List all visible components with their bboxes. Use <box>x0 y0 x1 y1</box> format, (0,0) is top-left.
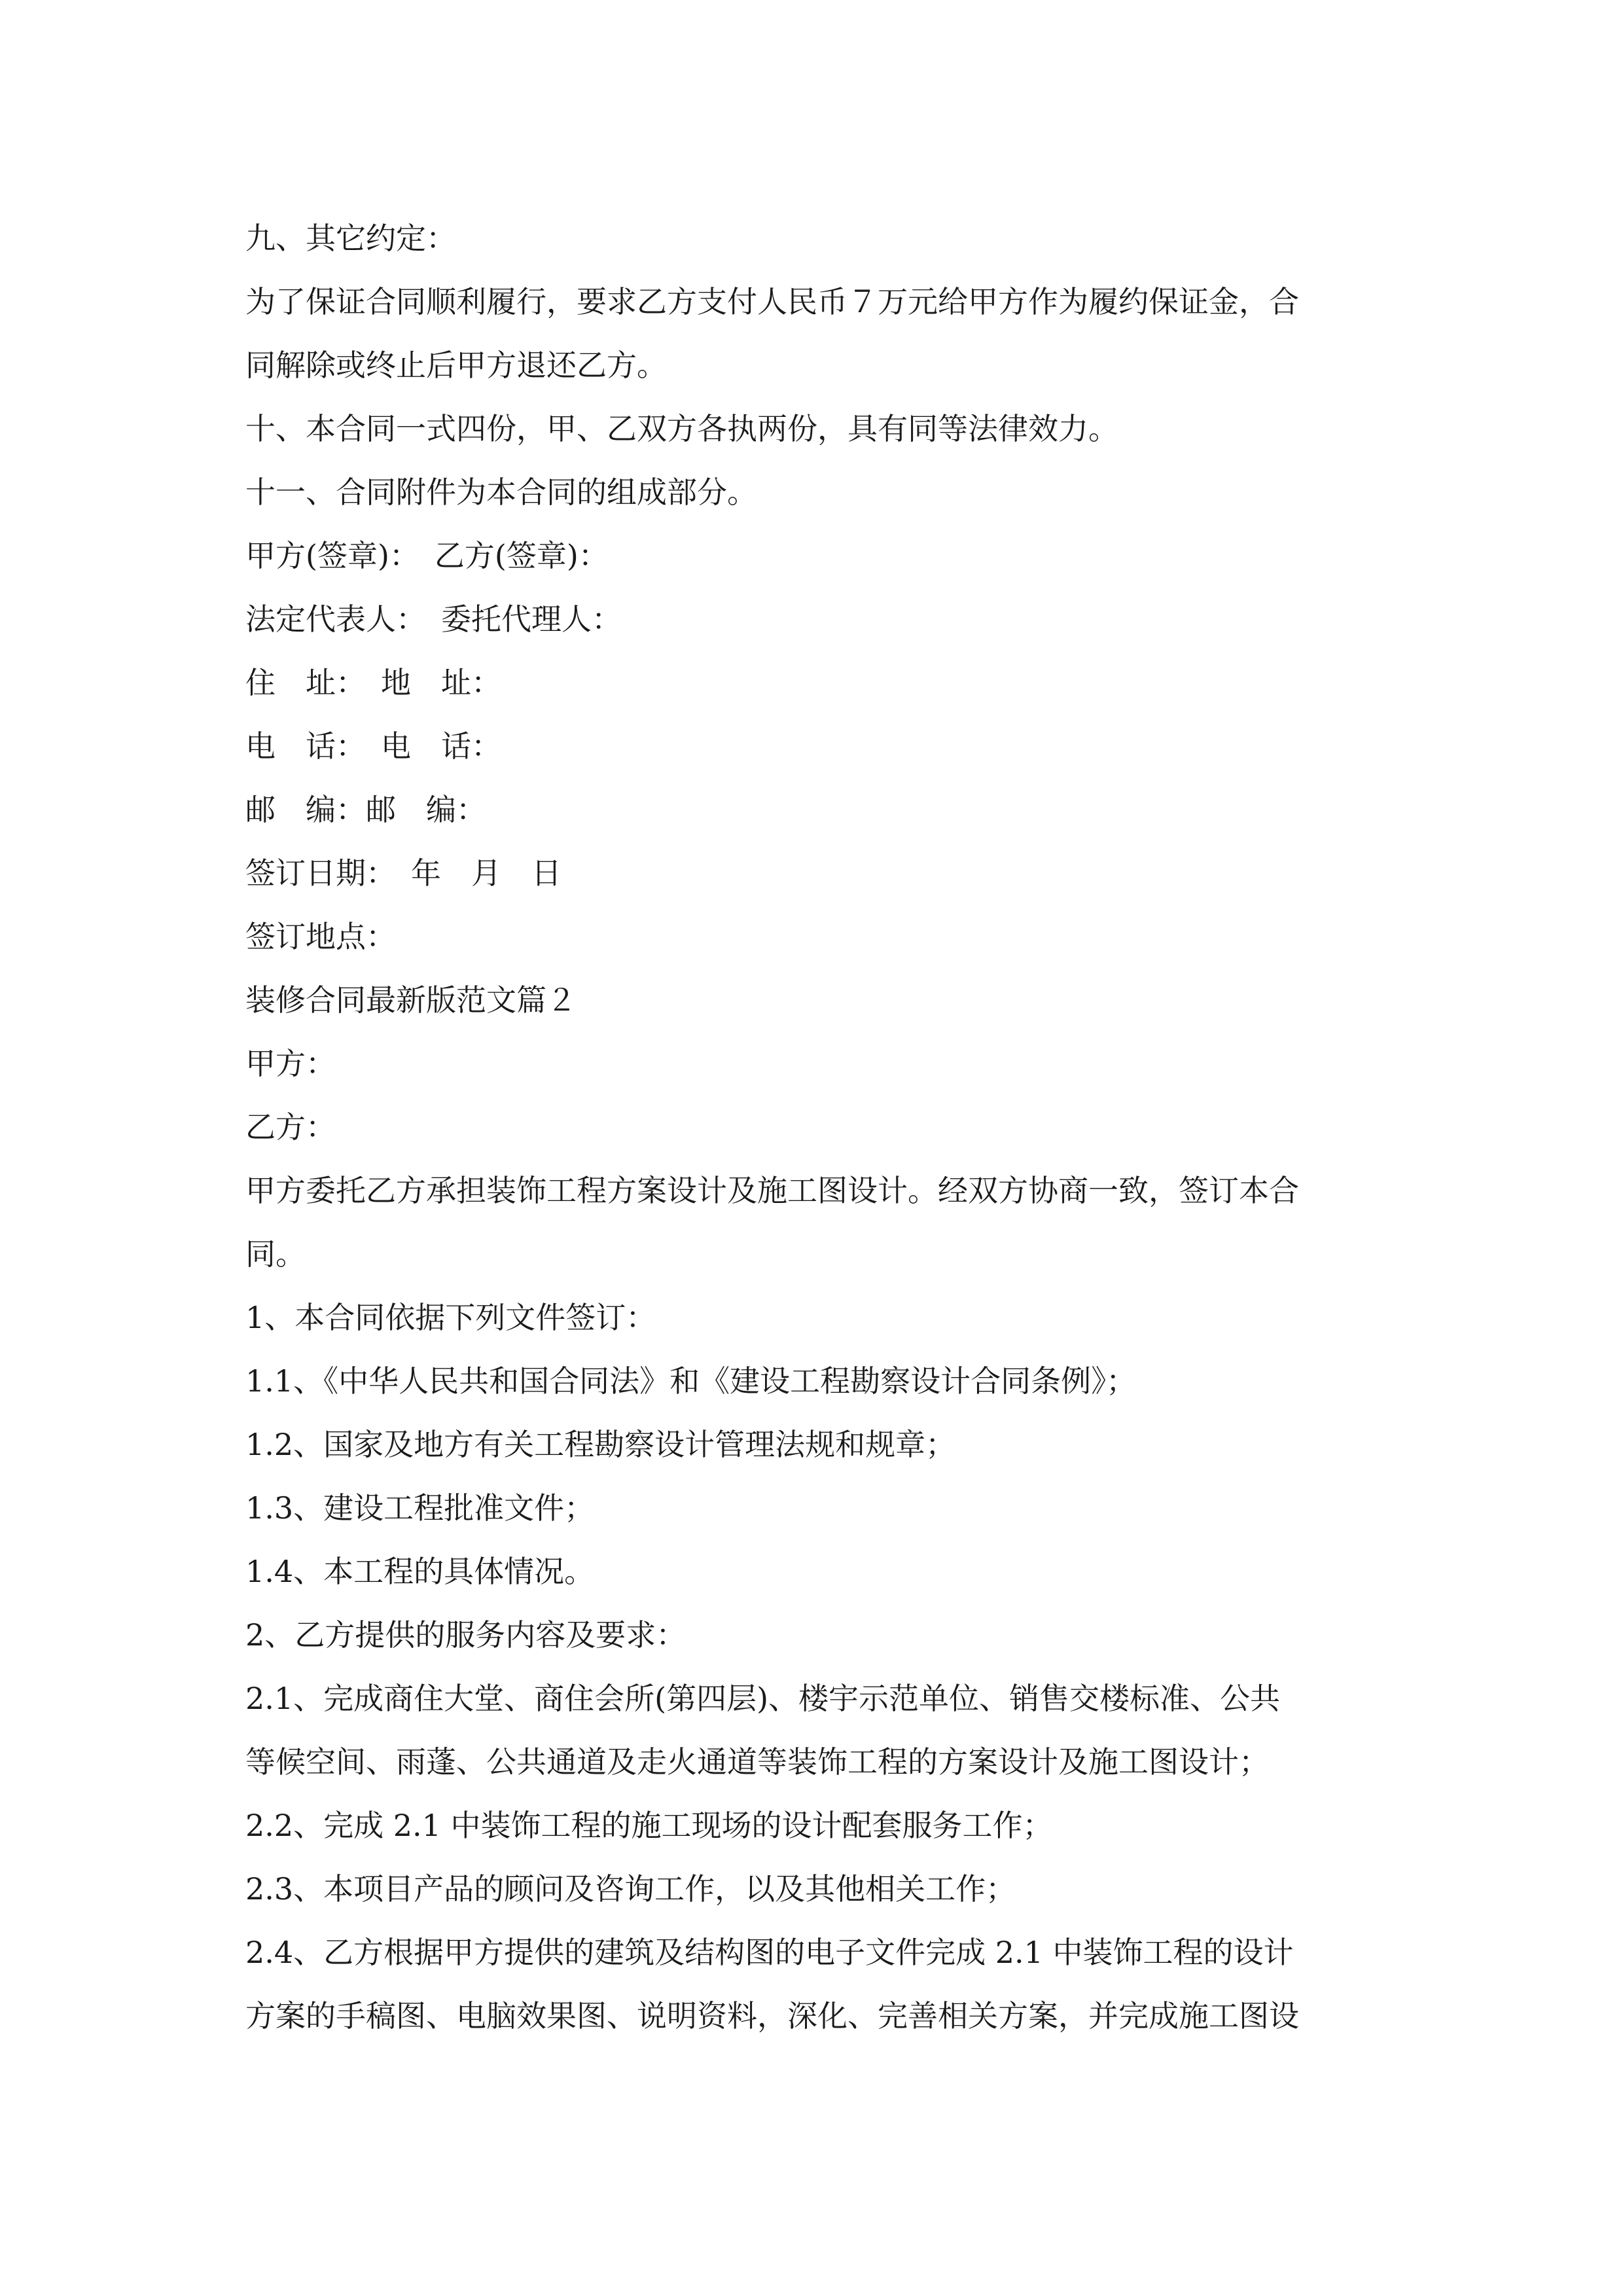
party-a-line: 甲方： <box>245 1046 336 1081</box>
phone-line: 电 话： 电 话： <box>245 728 501 764</box>
clause-item: 2.2、完成 2.1 中装饰工程的施工现场的设计配套服务工作； <box>245 1808 1053 1843</box>
signing-place-line: 签订地点： <box>245 919 396 954</box>
clause-attachments: 十一、合同附件为本合同的组成部分。 <box>245 475 757 510</box>
clause-item: 2.1、完成商住大堂、商住会所(第四层)、楼宇示范单位、销售交楼标准、公共 <box>245 1681 1281 1716</box>
paragraph-line: 同解除或终止后甲方退还乙方。 <box>245 348 667 383</box>
legal-representative-line: 法定代表人： 委托代理人： <box>245 601 622 637</box>
clause-item: 2.3、本项目产品的顾问及咨询工作，以及其他相关工作； <box>245 1871 1016 1907</box>
clause-item-continued: 等候空间、雨蓬、公共通道及走火通道等装饰工程的方案设计及施工图设计； <box>245 1744 1269 1780</box>
party-b-line: 乙方： <box>245 1109 336 1145</box>
clause-heading: 1、本合同依据下列文件签订： <box>245 1300 656 1335</box>
postcode-line: 邮 编：邮 编： <box>245 792 486 827</box>
section-heading-other-terms: 九、其它约定： <box>245 221 456 256</box>
paragraph-line: 甲方委托乙方承担装饰工程方案设计及施工图设计。经双方协商一致，签订本合 <box>245 1173 1299 1208</box>
signature-party-line: 甲方(签章)： 乙方(签章)： <box>245 538 609 573</box>
clause-item: 1.3、建设工程批准文件； <box>245 1490 595 1526</box>
clause-heading: 2、乙方提供的服务内容及要求： <box>245 1617 687 1653</box>
clause-item: 1.2、国家及地方有关工程勘察设计管理法规和规章； <box>245 1427 956 1462</box>
document-body <box>245 207 1384 2048</box>
section-title: 装修合同最新版范文篇２ <box>245 982 577 1018</box>
clause-item: 1.4、本工程的具体情况。 <box>245 1554 595 1589</box>
clause-item-continued: 方案的手稿图、电脑效果图、说明资料，深化、完善相关方案，并完成施工图设 <box>245 1998 1299 2034</box>
clause-item: 1.1、《中华人民共和国合同法》和《建设工程勘察设计合同条例》； <box>245 1363 1137 1399</box>
signing-date-line: 签订日期： 年 月 日 <box>245 855 562 891</box>
clause-copies: 十、本合同一式四份，甲、乙双方各执两份，具有同等法律效力。 <box>245 411 1118 446</box>
clause-item: 2.4、乙方根据甲方提供的建筑及结构图的电子文件完成 2.1 中装饰工程的设计 <box>245 1935 1294 1970</box>
paragraph-line: 为了保证合同顺利履行，要求乙方支付人民币７万元给甲方作为履约保证金，合 <box>245 284 1299 319</box>
address-line: 住 址： 地 址： <box>245 665 501 700</box>
paragraph-line: 同。 <box>245 1236 306 1272</box>
